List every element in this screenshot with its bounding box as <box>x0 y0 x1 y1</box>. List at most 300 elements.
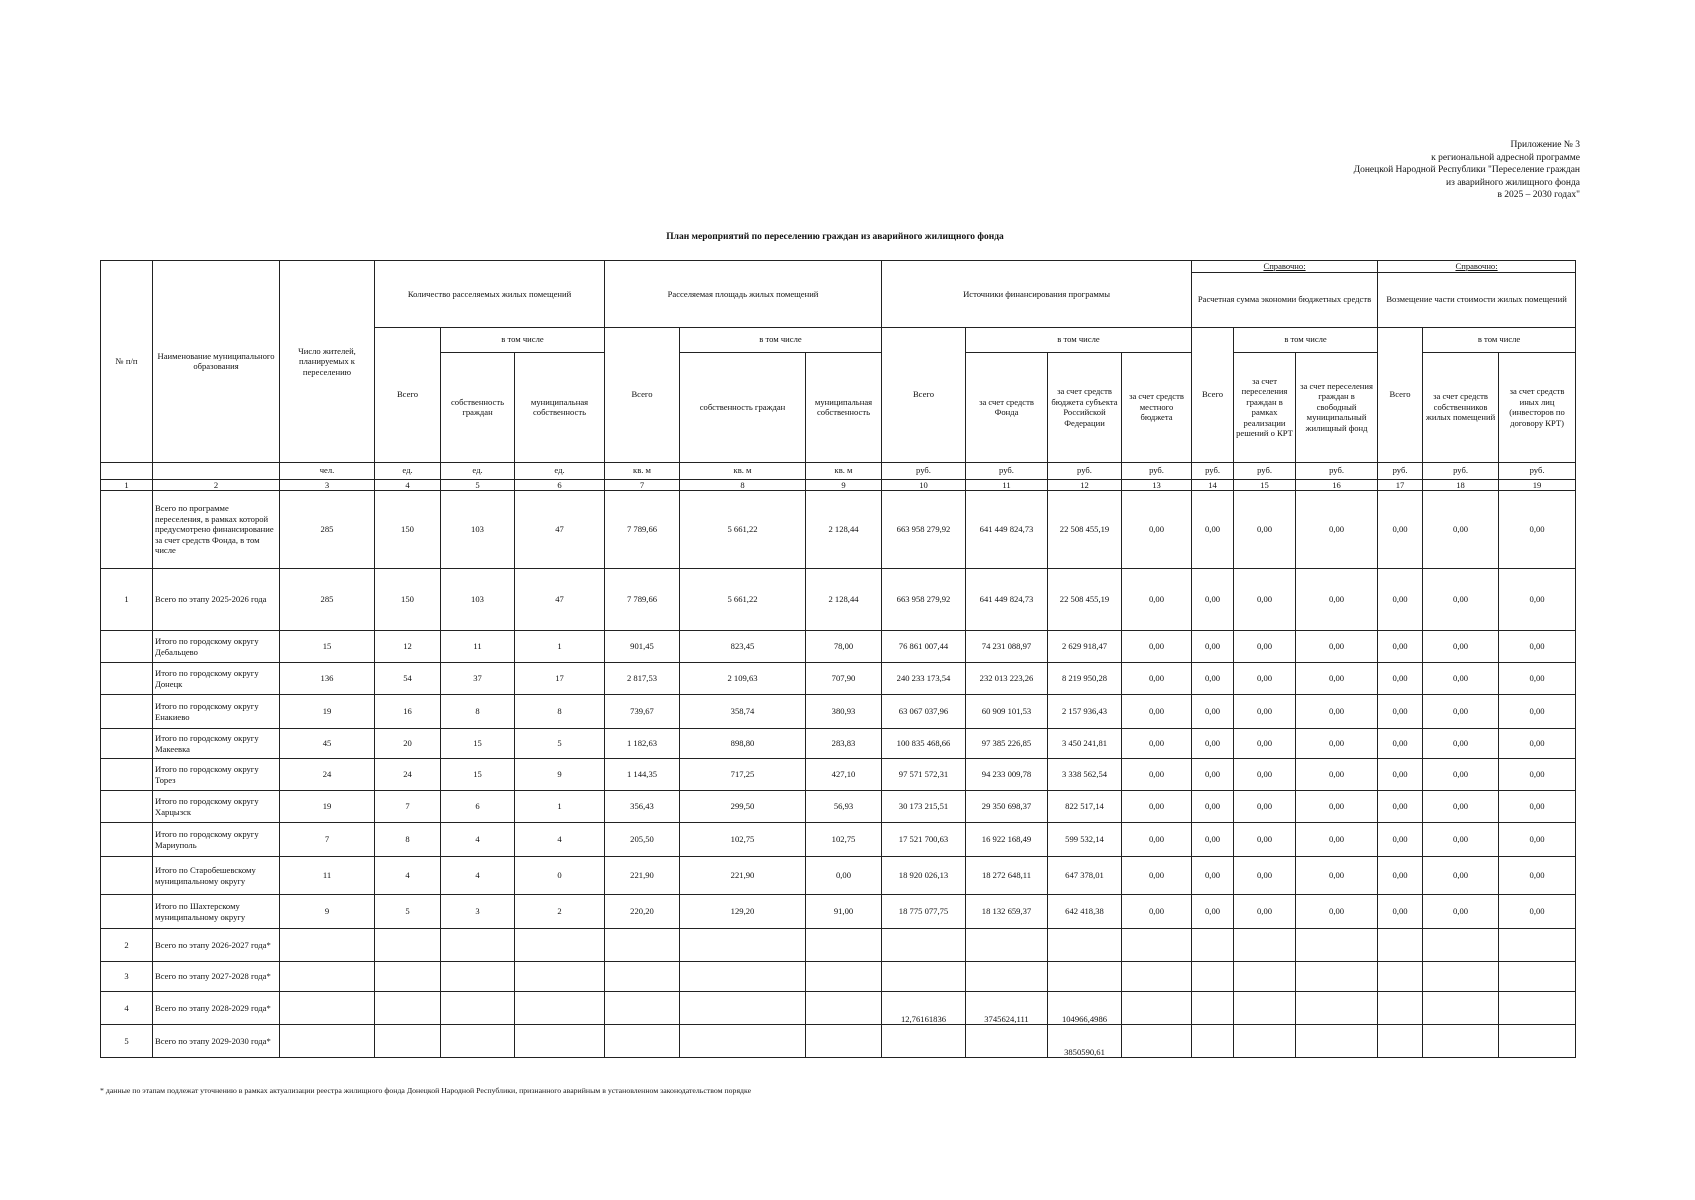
value-cell: 20 <box>375 729 441 759</box>
value-cell: 0,00 <box>1296 895 1378 929</box>
value-cell: 823,45 <box>680 631 806 663</box>
value-cell <box>1296 962 1378 992</box>
value-cell: 15 <box>441 729 515 759</box>
value-cell: 54 <box>375 663 441 695</box>
value-cell: 0,00 <box>1122 695 1192 729</box>
value-cell: 16 <box>375 695 441 729</box>
unit-cell: ед. <box>441 462 515 479</box>
value-cell: 285 <box>280 569 375 631</box>
value-cell: 9 <box>280 895 375 929</box>
value-cell: 0,00 <box>1296 569 1378 631</box>
document-title: План мероприятий по переселению граждан из аварийного жилищного фонда <box>666 232 1004 242</box>
table-row <box>101 631 1576 663</box>
value-cell <box>806 962 882 992</box>
annex-line: в 2025 – 2030 годах" <box>1497 190 1580 200</box>
value-cell <box>1423 962 1499 992</box>
value-cell <box>441 962 515 992</box>
column-number-cell: 9 <box>806 479 882 491</box>
annex-line: Приложение № 3 <box>1510 140 1580 150</box>
value-cell: 0,00 <box>1234 631 1296 663</box>
value-cell <box>1048 929 1122 962</box>
value-cell: 0,00 <box>1423 631 1499 663</box>
value-cell: 15 <box>441 759 515 791</box>
value-cell <box>882 1025 966 1058</box>
row-number <box>101 663 153 695</box>
value-cell: 358,74 <box>680 695 806 729</box>
value-cell <box>1234 1025 1296 1058</box>
header-c19: за счет средств иных лиц (инвесторов по договору КРТ) <box>1499 352 1576 462</box>
value-cell <box>375 962 441 992</box>
value-cell: 380,93 <box>806 695 882 729</box>
value-cell: 136 <box>280 663 375 695</box>
unit-cell: руб. <box>1423 462 1499 479</box>
header-c15: за счет переселения граждан в рамках реализации решений о КРТ <box>1234 352 1296 462</box>
value-cell: 0,00 <box>1423 823 1499 857</box>
unit-cell: руб. <box>1499 462 1576 479</box>
value-cell: 0,00 <box>1378 569 1423 631</box>
value-cell: 18 920 026,13 <box>882 857 966 895</box>
value-cell <box>966 929 1048 962</box>
value-cell: 102,75 <box>806 823 882 857</box>
row-name: Итого по городскому округу Харцызск <box>153 791 280 823</box>
value-cell: 78,00 <box>806 631 882 663</box>
value-cell: 19 <box>280 695 375 729</box>
value-cell: 102,75 <box>680 823 806 857</box>
value-cell: 47 <box>515 491 605 569</box>
row-number <box>101 895 153 929</box>
table-row <box>101 791 1576 823</box>
value-cell <box>806 929 882 962</box>
column-number-cell: 11 <box>966 479 1048 491</box>
header-num: № п/п <box>101 261 153 463</box>
column-number-cell: 13 <box>1122 479 1192 491</box>
column-number-cell: 17 <box>1378 479 1423 491</box>
value-cell: 901,45 <box>605 631 680 663</box>
value-cell: 285 <box>280 491 375 569</box>
value-cell: 0,00 <box>1192 857 1234 895</box>
row-number: 4 <box>101 992 153 1025</box>
value-cell: 11 <box>280 857 375 895</box>
value-cell: 5 661,22 <box>680 491 806 569</box>
row-name: Всего по этапу 2026-2027 года* <box>153 929 280 962</box>
value-cell: 356,43 <box>605 791 680 823</box>
value-cell <box>1192 992 1234 1025</box>
value-cell: 0,00 <box>1423 491 1499 569</box>
value-cell <box>806 992 882 1025</box>
table-header <box>101 261 1576 491</box>
value-cell <box>806 1025 882 1058</box>
unit-cell: кв. м <box>806 462 882 479</box>
column-number-cell: 14 <box>1192 479 1234 491</box>
value-cell <box>375 992 441 1025</box>
value-cell <box>1122 1025 1192 1058</box>
header-name: Наименование муниципального образования <box>153 261 280 463</box>
value-cell <box>1296 929 1378 962</box>
annex-line: из аварийного жилищного фонда <box>1446 177 1580 188</box>
value-cell: 0,00 <box>1378 491 1423 569</box>
header-c17: Всего <box>1378 327 1423 462</box>
value-cell: 129,20 <box>680 895 806 929</box>
value-cell: 94 233 009,78 <box>966 759 1048 791</box>
value-cell: 8 219 950,28 <box>1048 663 1122 695</box>
annex-line: к региональной адресной программе <box>1431 152 1580 163</box>
row-number <box>101 857 153 895</box>
unit-cell <box>153 462 280 479</box>
value-cell: 4 <box>441 823 515 857</box>
value-cell: 103 <box>441 491 515 569</box>
value-cell: 6 <box>441 791 515 823</box>
value-cell: 0,00 <box>1122 895 1192 929</box>
header-group-savings: Расчетная сумма экономии бюджетных средств <box>1192 272 1378 327</box>
unit-cell: кв. м <box>680 462 806 479</box>
value-cell: 24 <box>375 759 441 791</box>
header-reference-comp: Справочно: <box>1378 261 1576 273</box>
value-cell: 0,00 <box>1378 631 1423 663</box>
column-number-cell: 16 <box>1296 479 1378 491</box>
value-cell: 24 <box>280 759 375 791</box>
header-c4: Всего <box>375 327 441 462</box>
value-cell: 97 571 572,31 <box>882 759 966 791</box>
value-cell: 2 128,44 <box>806 569 882 631</box>
unit-cell: руб. <box>882 462 966 479</box>
value-cell: 74 231 088,97 <box>966 631 1048 663</box>
value-cell <box>515 962 605 992</box>
value-cell <box>1192 929 1234 962</box>
value-cell <box>1122 929 1192 962</box>
value-cell: 0,00 <box>1378 823 1423 857</box>
header-residents: Число жителей, планируемых к переселению <box>280 261 375 463</box>
value-cell <box>605 1025 680 1058</box>
value-cell: 2 629 918,47 <box>1048 631 1122 663</box>
value-cell <box>1192 1025 1234 1058</box>
value-cell: 1 144,35 <box>605 759 680 791</box>
column-number-cell: 1 <box>101 479 153 491</box>
value-cell <box>441 1025 515 1058</box>
table-row <box>101 491 1576 569</box>
table-row <box>101 1025 1576 1058</box>
value-cell: 240 233 173,54 <box>882 663 966 695</box>
value-cell: 0,00 <box>1378 759 1423 791</box>
value-cell <box>1378 1025 1423 1058</box>
value-cell: 76 861 007,44 <box>882 631 966 663</box>
value-cell: 427,10 <box>806 759 882 791</box>
value-cell <box>1122 992 1192 1025</box>
value-cell: 641 449 824,73 <box>966 491 1048 569</box>
value-cell: 0,00 <box>1296 663 1378 695</box>
value-cell <box>280 962 375 992</box>
value-cell: 4 <box>375 857 441 895</box>
value-cell: 3850590,61 <box>1048 1025 1122 1058</box>
unit-cell <box>101 462 153 479</box>
value-cell: 0,00 <box>1192 729 1234 759</box>
value-cell: 0,00 <box>1192 695 1234 729</box>
value-cell: 97 385 226,85 <box>966 729 1048 759</box>
value-cell: 0,00 <box>1234 759 1296 791</box>
table-row <box>101 929 1576 962</box>
value-cell: 0,00 <box>1378 695 1423 729</box>
value-cell: 0,00 <box>1378 729 1423 759</box>
unit-cell: руб. <box>1048 462 1122 479</box>
value-cell <box>515 992 605 1025</box>
value-cell: 0,00 <box>1192 569 1234 631</box>
value-cell: 0,00 <box>1122 759 1192 791</box>
value-cell: 0,00 <box>1423 663 1499 695</box>
value-cell: 47 <box>515 569 605 631</box>
value-cell: 0,00 <box>1499 491 1576 569</box>
value-cell: 220,20 <box>605 895 680 929</box>
value-cell: 0,00 <box>1234 791 1296 823</box>
table-body <box>101 491 1576 1058</box>
value-cell: 17 521 700,63 <box>882 823 966 857</box>
header-incl: в том числе <box>1234 327 1378 352</box>
value-cell: 0,00 <box>1423 729 1499 759</box>
column-number-cell: 4 <box>375 479 441 491</box>
value-cell: 8 <box>515 695 605 729</box>
column-number-cell: 19 <box>1499 479 1576 491</box>
value-cell: 663 958 279,92 <box>882 569 966 631</box>
value-cell: 63 067 037,96 <box>882 695 966 729</box>
header-c12: за счет средств бюджета субъекта Российской Федерации <box>1048 352 1122 462</box>
value-cell: 0,00 <box>1122 729 1192 759</box>
value-cell <box>1499 992 1576 1025</box>
header-c8: собственность граждан <box>680 352 806 462</box>
value-cell: 3 338 562,54 <box>1048 759 1122 791</box>
value-cell: 0,00 <box>1296 759 1378 791</box>
value-cell: 0,00 <box>1122 663 1192 695</box>
header-c9: муниципальная собственность <box>806 352 882 462</box>
value-cell: 232 013 223,26 <box>966 663 1048 695</box>
table-row <box>101 663 1576 695</box>
value-cell <box>605 929 680 962</box>
value-cell: 5 661,22 <box>680 569 806 631</box>
row-name: Итого по Шахтерскому муниципальному округу <box>153 895 280 929</box>
header-c5: собственность граждан <box>441 352 515 462</box>
row-name: Итого по городскому округу Макеевка <box>153 729 280 759</box>
value-cell <box>280 992 375 1025</box>
row-name: Итого по городскому округу Торез <box>153 759 280 791</box>
value-cell: 0,00 <box>1192 759 1234 791</box>
value-cell: 0,00 <box>1378 663 1423 695</box>
value-cell: 1 <box>515 791 605 823</box>
value-cell: 18 132 659,37 <box>966 895 1048 929</box>
column-number-cell: 3 <box>280 479 375 491</box>
value-cell: 221,90 <box>680 857 806 895</box>
table-row <box>101 962 1576 992</box>
header-group-area: Расселяемая площадь жилых помещений <box>605 261 882 328</box>
value-cell <box>680 1025 806 1058</box>
unit-cell: ед. <box>515 462 605 479</box>
unit-cell: чел. <box>280 462 375 479</box>
value-cell: 4 <box>441 857 515 895</box>
row-number <box>101 491 153 569</box>
header-group-comp: Возмещение части стоимости жилых помещений <box>1378 272 1576 327</box>
value-cell: 739,67 <box>605 695 680 729</box>
unit-cell: руб. <box>1234 462 1296 479</box>
value-cell: 100 835 468,66 <box>882 729 966 759</box>
value-cell: 0,00 <box>1296 857 1378 895</box>
column-number-cell: 8 <box>680 479 806 491</box>
value-cell <box>441 929 515 962</box>
value-cell: 0,00 <box>1296 631 1378 663</box>
value-cell: 707,90 <box>806 663 882 695</box>
header-incl: в том числе <box>441 327 605 352</box>
value-cell <box>1423 992 1499 1025</box>
value-cell <box>1423 1025 1499 1058</box>
value-cell <box>1423 929 1499 962</box>
row-number <box>101 695 153 729</box>
value-cell: 5 <box>515 729 605 759</box>
value-cell: 7 789,66 <box>605 569 680 631</box>
value-cell <box>966 962 1048 992</box>
unit-cell: руб. <box>1122 462 1192 479</box>
header-c14: Всего <box>1192 327 1234 462</box>
value-cell: 898,80 <box>680 729 806 759</box>
value-cell: 0,00 <box>1234 695 1296 729</box>
header-incl: в том числе <box>1423 327 1576 352</box>
value-cell: 717,25 <box>680 759 806 791</box>
value-cell <box>1499 1025 1576 1058</box>
value-cell: 283,83 <box>806 729 882 759</box>
value-cell: 0,00 <box>1499 857 1576 895</box>
value-cell: 0,00 <box>1296 729 1378 759</box>
value-cell: 19 <box>280 791 375 823</box>
row-name: Итого по городскому округу Мариуполь <box>153 823 280 857</box>
table-row <box>101 695 1576 729</box>
value-cell: 2 109,63 <box>680 663 806 695</box>
value-cell: 0,00 <box>1234 663 1296 695</box>
value-cell: 0,00 <box>1499 695 1576 729</box>
value-cell <box>515 929 605 962</box>
row-name: Итого по городскому округу Донецк <box>153 663 280 695</box>
value-cell: 299,50 <box>680 791 806 823</box>
header-c7: Всего <box>605 327 680 462</box>
row-number: 1 <box>101 569 153 631</box>
row-name: Всего по программе переселения, в рамках которой предусмотрено финансирование за счет средств Фонда, в том числе <box>153 491 280 569</box>
column-number-cell: 7 <box>605 479 680 491</box>
table-row <box>101 729 1576 759</box>
header-group-finance: Источники финансирования программы <box>882 261 1192 328</box>
units-row <box>101 462 1576 479</box>
value-cell: 0,00 <box>1234 729 1296 759</box>
table-row <box>101 992 1576 1025</box>
row-name: Всего по этапу 2027-2028 года* <box>153 962 280 992</box>
value-cell <box>1499 929 1576 962</box>
value-cell: 3745624,111 <box>966 992 1048 1025</box>
value-cell: 2 128,44 <box>806 491 882 569</box>
column-number-cell: 18 <box>1423 479 1499 491</box>
value-cell: 150 <box>375 569 441 631</box>
value-cell: 205,50 <box>605 823 680 857</box>
value-cell: 0,00 <box>1122 491 1192 569</box>
column-number-cell: 10 <box>882 479 966 491</box>
value-cell: 0,00 <box>1192 631 1234 663</box>
value-cell: 0 <box>515 857 605 895</box>
row-name: Итого по Старобешевскому муниципальному округу <box>153 857 280 895</box>
value-cell: 7 <box>280 823 375 857</box>
table-row <box>101 895 1576 929</box>
row-number: 5 <box>101 1025 153 1058</box>
value-cell <box>1234 992 1296 1025</box>
value-cell: 0,00 <box>1423 569 1499 631</box>
row-name: Всего по этапу 2025-2026 года <box>153 569 280 631</box>
value-cell <box>280 1025 375 1058</box>
value-cell: 60 909 101,53 <box>966 695 1048 729</box>
value-cell <box>1234 929 1296 962</box>
value-cell: 15 <box>280 631 375 663</box>
header-c13: за счет средств местного бюджета <box>1122 352 1192 462</box>
table-row <box>101 823 1576 857</box>
header-c18: за счет средств собственников жилых помещений <box>1423 352 1499 462</box>
value-cell: 0,00 <box>1296 791 1378 823</box>
value-cell <box>1192 962 1234 992</box>
value-cell: 0,00 <box>1423 695 1499 729</box>
row-number <box>101 791 153 823</box>
column-number-cell: 15 <box>1234 479 1296 491</box>
value-cell <box>1048 962 1122 992</box>
value-cell: 3 450 241,81 <box>1048 729 1122 759</box>
value-cell <box>680 962 806 992</box>
table-row <box>101 569 1576 631</box>
row-number <box>101 759 153 791</box>
value-cell: 599 532,14 <box>1048 823 1122 857</box>
row-number <box>101 823 153 857</box>
value-cell: 22 508 455,19 <box>1048 569 1122 631</box>
column-number-cell: 2 <box>153 479 280 491</box>
value-cell: 0,00 <box>1296 823 1378 857</box>
value-cell <box>375 1025 441 1058</box>
value-cell: 0,00 <box>1499 895 1576 929</box>
value-cell: 641 449 824,73 <box>966 569 1048 631</box>
value-cell: 45 <box>280 729 375 759</box>
value-cell: 18 272 648,11 <box>966 857 1048 895</box>
value-cell: 0,00 <box>1423 791 1499 823</box>
row-number: 3 <box>101 962 153 992</box>
value-cell: 0,00 <box>1122 569 1192 631</box>
value-cell: 1 182,63 <box>605 729 680 759</box>
value-cell: 0,00 <box>1499 759 1576 791</box>
value-cell: 822 517,14 <box>1048 791 1122 823</box>
value-cell: 0,00 <box>1296 491 1378 569</box>
value-cell: 0,00 <box>1192 663 1234 695</box>
row-name: Всего по этапу 2029-2030 года* <box>153 1025 280 1058</box>
value-cell: 0,00 <box>1499 791 1576 823</box>
value-cell: 0,00 <box>1192 895 1234 929</box>
value-cell: 0,00 <box>1296 695 1378 729</box>
value-cell <box>375 929 441 962</box>
value-cell: 0,00 <box>1423 857 1499 895</box>
value-cell <box>1499 962 1576 992</box>
unit-cell: руб. <box>1296 462 1378 479</box>
value-cell <box>966 1025 1048 1058</box>
row-name: Всего по этапу 2028-2029 года* <box>153 992 280 1025</box>
value-cell: 0,00 <box>1378 791 1423 823</box>
value-cell: 0,00 <box>1234 491 1296 569</box>
value-cell: 29 350 698,37 <box>966 791 1048 823</box>
value-cell: 18 775 077,75 <box>882 895 966 929</box>
column-number-cell: 6 <box>515 479 605 491</box>
value-cell: 647 378,01 <box>1048 857 1122 895</box>
value-cell: 0,00 <box>1192 491 1234 569</box>
column-numbers-row <box>101 479 1576 491</box>
row-number <box>101 631 153 663</box>
value-cell: 7 <box>375 791 441 823</box>
value-cell: 0,00 <box>1423 895 1499 929</box>
unit-cell: ед. <box>375 462 441 479</box>
table-row <box>101 759 1576 791</box>
value-cell <box>1378 929 1423 962</box>
value-cell <box>605 992 680 1025</box>
value-cell: 0,00 <box>1499 631 1576 663</box>
